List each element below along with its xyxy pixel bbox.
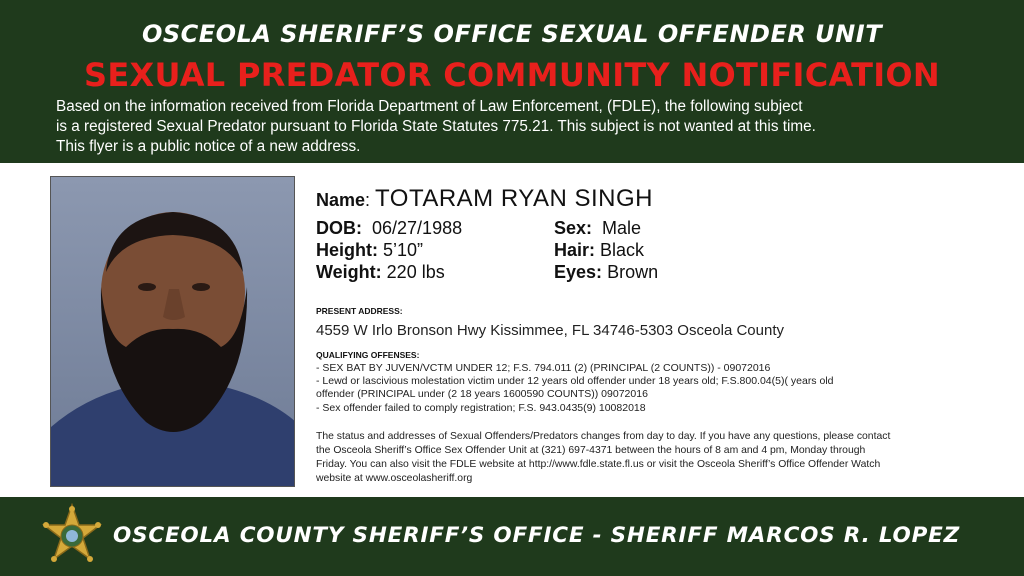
height-field (316, 240, 423, 261)
name-value: TOTARAM RYAN SINGH (375, 185, 653, 212)
address-value: 4559 W Irlo Bronson Hwy Kissimmee, FL 34746-5303 Osceola County (316, 322, 784, 339)
header-subtitle: SEXUAL PREDATOR COMMUNITY NOTIFICATION (83, 56, 941, 94)
disclaimer-paragraph (316, 430, 986, 486)
dob-value: 06/27/1988 (372, 218, 463, 238)
name-row: Name: TOTARAM RYAN SINGH (316, 185, 653, 212)
sex-label: Sex: (554, 218, 593, 238)
disclaimer-line: website at www.osceolasheriff.org (316, 473, 473, 484)
name-label: Name (316, 190, 366, 210)
height-label: Height: (316, 240, 378, 260)
disclaimer-line: Friday. You can also visit the FDLE website at http://www.fdle.state.fl.us or visit the Osceola Sheriff’s Office Offender Watch (316, 459, 881, 470)
intro-line: is a registered Sexual Predator pursuant to Florida State Statutes 775.21. This subject is not wanted at this time. (56, 118, 816, 135)
subject-photo (50, 176, 295, 487)
dob-label: DOB: (316, 218, 362, 238)
header-title: OSCEOLA SHERIFF’S OFFICE SEXUAL OFFENDER UNIT (141, 20, 883, 48)
eyes-field (554, 262, 658, 283)
offense-item: - Sex offender failed to comply registration; F.S. 943.0435(9) 10082018 (316, 401, 646, 414)
sheriff-star-badge-icon (38, 503, 106, 571)
intro-line: Based on the information received from Florida Department of Law Enforcement, (FDLE), the following subject (56, 98, 803, 115)
hair-label: Hair: (554, 240, 596, 260)
offense-item: - Lewd or lascivious molestation victim under 12 years old offender under 18 years old; F.S.800.04(5)( years old (316, 375, 834, 388)
height-value: 5’10” (383, 240, 424, 260)
footer-text: OSCEOLA COUNTY SHERIFF’S OFFICE - SHERIFF MARCOS R. LOPEZ (113, 523, 961, 548)
subject-photo-illustration (51, 177, 295, 487)
disclaimer-line: the Osceola Sheriff’s Office Sex Offender Unit at (321) 697-4371 between the hours of 8 am and 4 pm, Monday through (316, 445, 866, 456)
intro-paragraph (56, 97, 986, 157)
sex-value: Male (602, 218, 642, 238)
offense-item: - SEX BAT BY JUVEN/VCTM UNDER 12; F.S. 794.011 (2) (PRINCIPAL (2 COUNTS)) - 09072016 (316, 362, 771, 374)
sex-field (554, 218, 641, 239)
eyes-value: Brown (607, 262, 659, 282)
weight-value: 220 lbs (386, 262, 445, 282)
offenses-heading: QUALIFYING OFFENSES: (316, 350, 420, 360)
eyes-label: Eyes: (554, 262, 603, 282)
offense-item: offender (PRINCIPAL under (2 18 years 1600590 COUNTS)) 09072016 (316, 388, 648, 401)
disclaimer-line: The status and addresses of Sexual Offenders/Predators changes from day to day. If you have any questions, please contact (316, 431, 891, 442)
hair-value: Black (600, 240, 645, 260)
offenses-list (316, 362, 976, 415)
hair-field (554, 240, 644, 261)
address-heading: PRESENT ADDRESS: (316, 306, 403, 316)
weight-label: Weight: (316, 262, 382, 282)
intro-line: This flyer is a public notice of a new address. (56, 138, 361, 155)
dob-field (316, 218, 462, 239)
weight-field (316, 262, 445, 283)
